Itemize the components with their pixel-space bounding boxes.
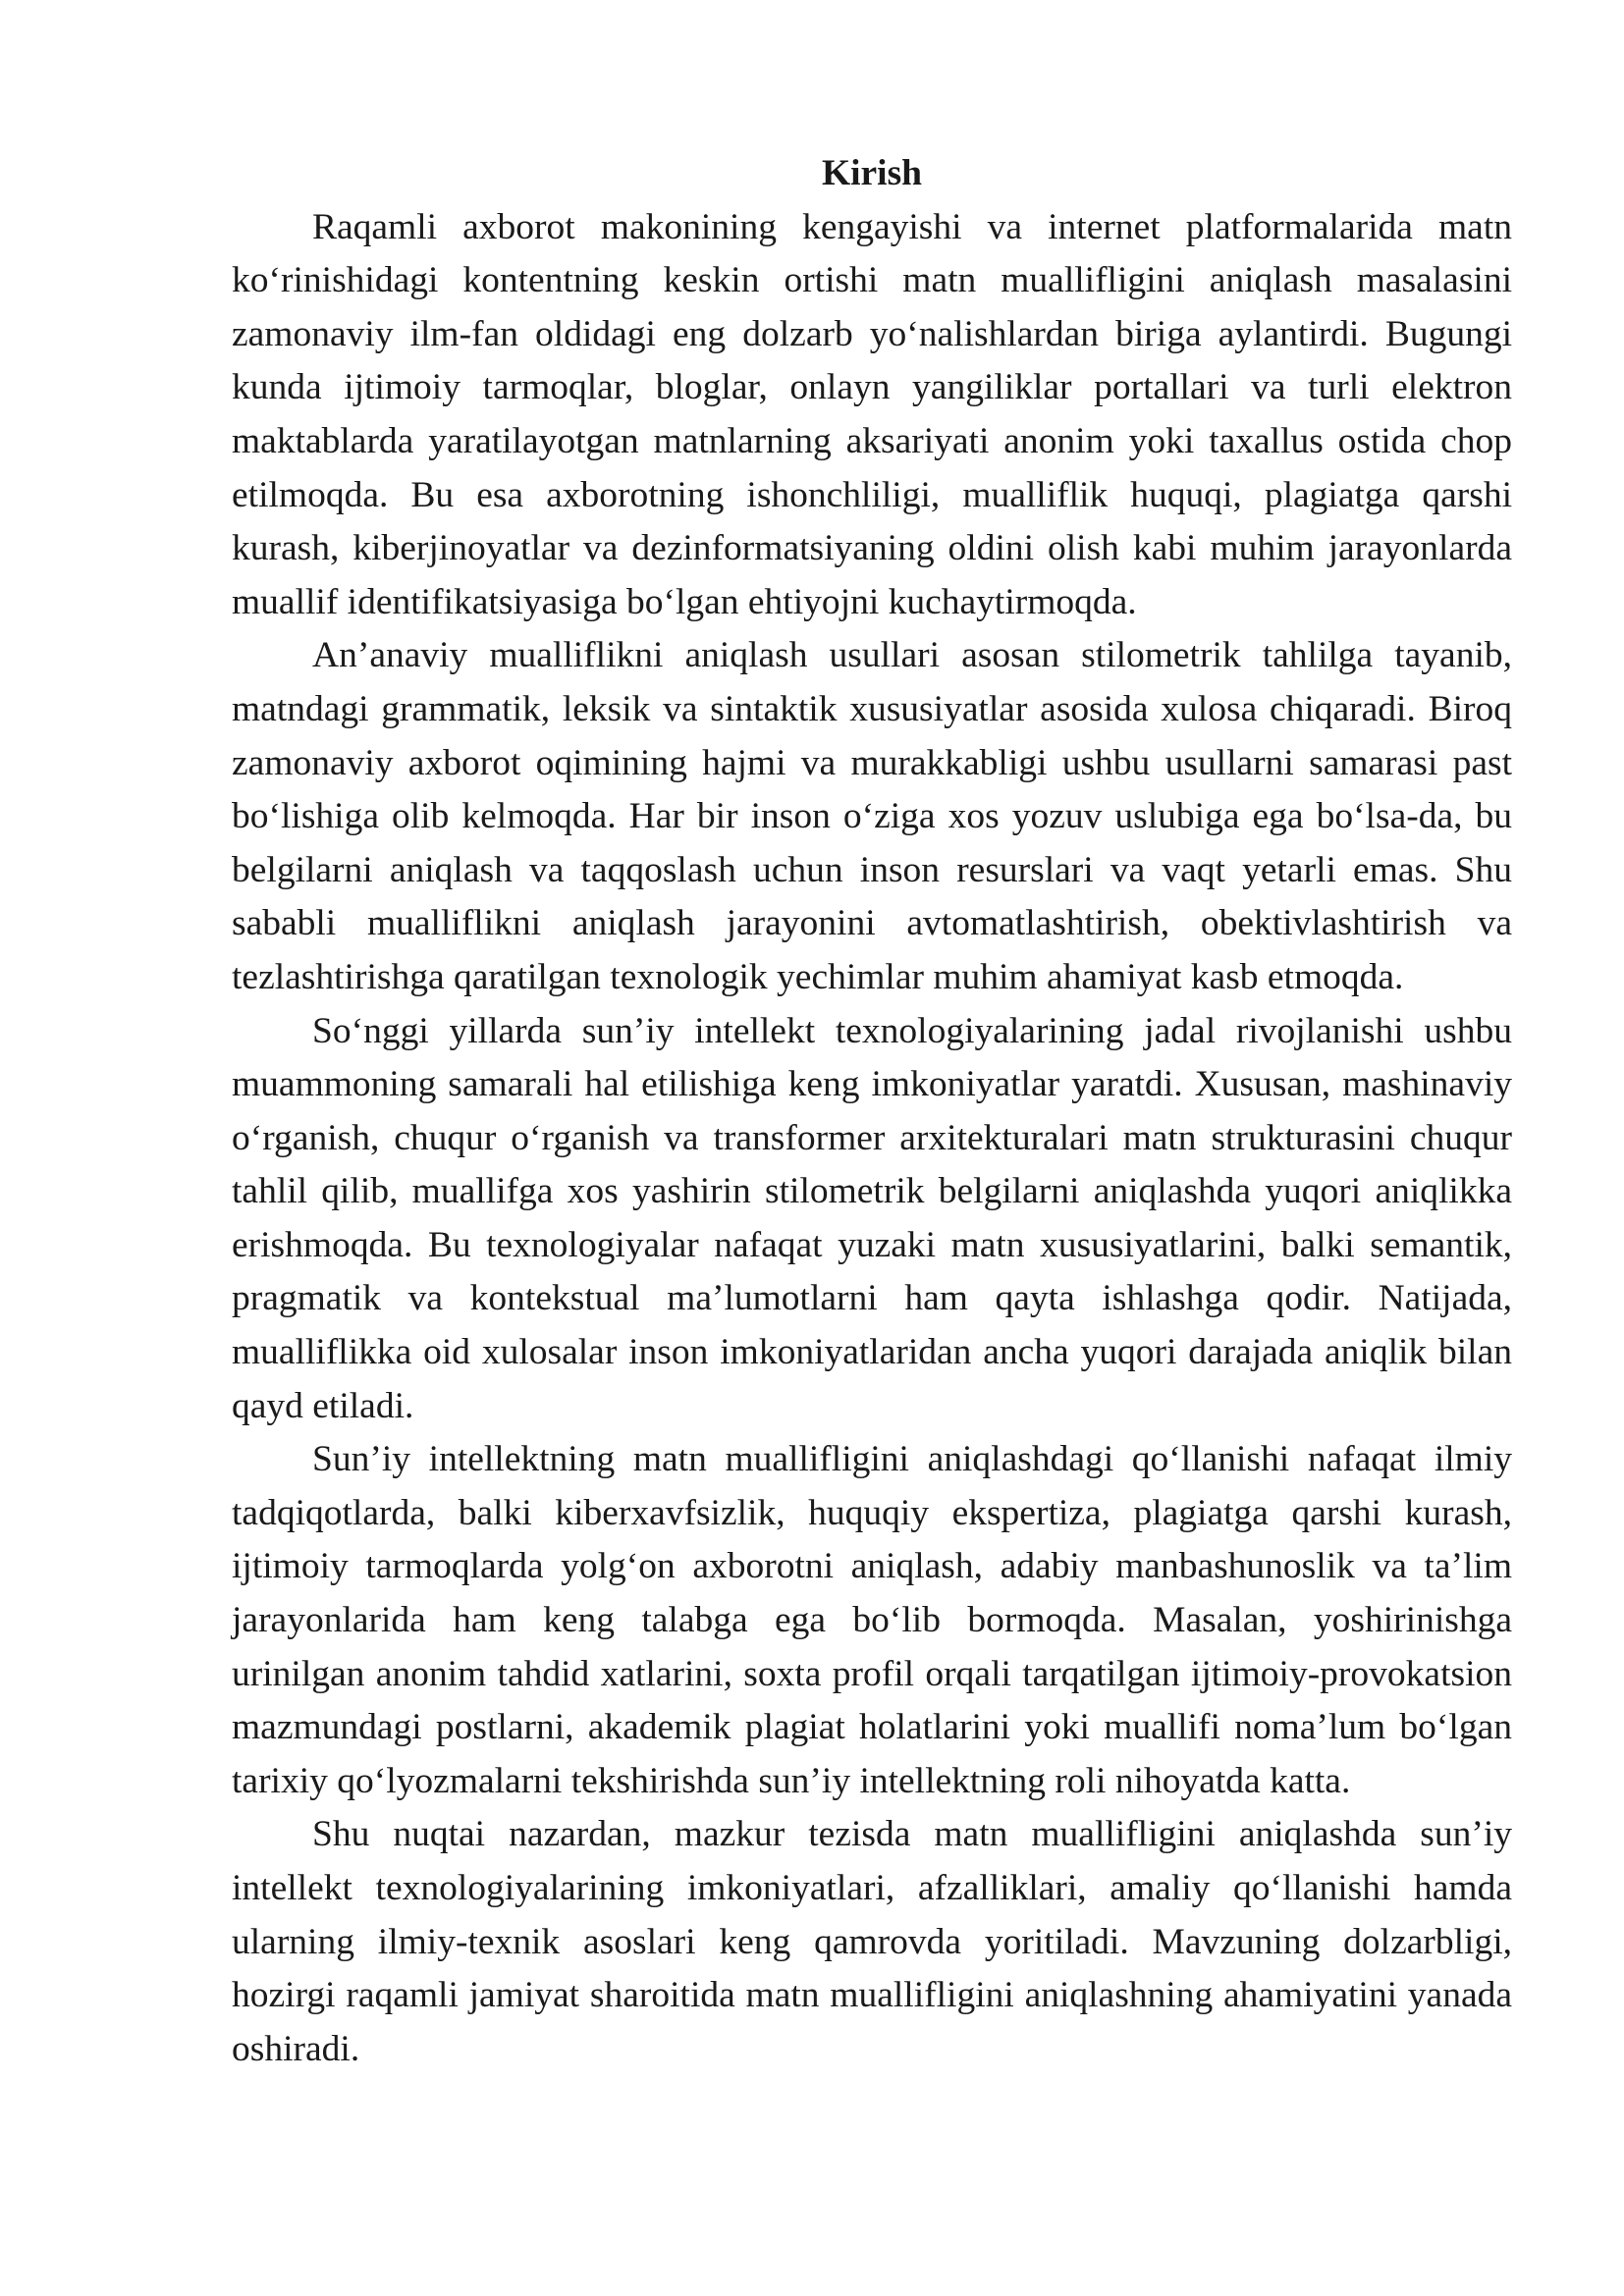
document-page [232,147,1512,2076]
paragraph-2: An’anaviy mualliflikni aniqlash usullari asosan stilometrik tahlilga tayanib, matndagi grammatik, leksik va sintaktik xususiyatlar asosida xulosa chiqaradi. Biroq zamonaviy axborot oqimining hajmi va murakkabligi ushbu usullarni samarasi past bo‘lishiga olib kelmoqda. Har bir inson o‘ziga xos yozuv uslubiga ega bo‘lsa-da, bu belgilarni aniqlash va taqqoslash uchun inson resurslari va vaqt yetarli emas. Shu sababli mualliflikni aniqlash jarayonini avtomatlashtirish, obektivlashtirish va tezlashtirishga qaratilgan texnologik yechimlar muhim ahamiyat kasb etmoqda. [232,635,1512,997]
section-title: Kirish [821,153,923,193]
paragraph-1: Raqamli axborot makonining kengayishi va internet platformalarida matn ko‘rinishidagi kontentning keskin ortishi matn muallifligini aniqlash masalasini zamonaviy ilm-fan oldidagi eng dolzarb yo‘nalishlardan biriga aylantirdi. Bugungi kunda ijtimoiy tarmoqlar, bloglar, onlayn yangiliklar portallari va turli elektron maktablarda yaratilayotgan matnlarning aksariyati anonim yoki taxallus ostida chop etilmoqda. Bu esa axborotning ishonchliligi, mualliflik huquqi, plagiatga qarshi kurash, kiberjinoyatlar va dezinformatsiyaning oldini olish kabi muhim jarayonlarda muallif identifikatsiyasiga bo‘lgan ehtiyojni kuchaytirmoqda. [232,206,1512,622]
paragraph-3: So‘nggi yillarda sun’iy intellekt texnologiyalarining jadal rivojlanishi ushbu muammoning samarali hal etilishiga keng imkoniyatlar yaratdi. Xususan, mashinaviy o‘rganish, chuqur o‘rganish va transformer arxitekturalari matn strukturasini chuqur tahlil qilib, muallifga xos yashirin stilometrik belgilarni aniqlashda yuqori aniqlikka erishmoqda. Bu texnologiyalar nafaqat yuzaki matn xususiyatlarini, balki semantik, pragmatik va kontekstual ma’lumotlarni ham qayta ishlashga qodir. Natijada, mualliflikka oid xulosalar inson imkoniyatlaridan ancha yuqori darajada aniqlik bilan qayd etiladi. [232,1010,1512,1426]
paragraph-5: Shu nuqtai nazardan, mazkur tezisda matn muallifligini aniqlashda sun’iy intellekt texnologiyalarining imkoniyatlari, afzalliklari, amaliy qo‘llanishi hamda ularning ilmiy-texnik asoslari keng qamrovda yoritiladi. Mavzuning dolzarbligi, hozirgi raqamli jamiyat sharoitida matn muallifligini aniqlashning ahamiyatini yanada oshiradi. [232,1814,1512,2069]
paragraph-4: Sun’iy intellektning matn muallifligini aniqlashdagi qo‘llanishi nafaqat ilmiy tadqiqotlarda, balki kiberxavfsizlik, huquqiy ekspertiza, plagiatga qarshi kurash, ijtimoiy tarmoqlarda yolg‘on axborotni aniqlash, adabiy manbashunoslik va ta’lim jarayonlarida ham keng talabga ega bo‘lib bormoqda. Masalan, yoshirinishga urinilgan anonim tahdid xatlarini, soxta profil orqali tarqatilgan ijtimoiy-provokatsion mazmundagi postlarni, akademik plagiat holatlarini yoki muallifi noma’lum bo‘lgan tarixiy qo‘lyozmalarni tekshirishda sun’iy intellektning roli nihoyatda katta. [232,1439,1512,1801]
